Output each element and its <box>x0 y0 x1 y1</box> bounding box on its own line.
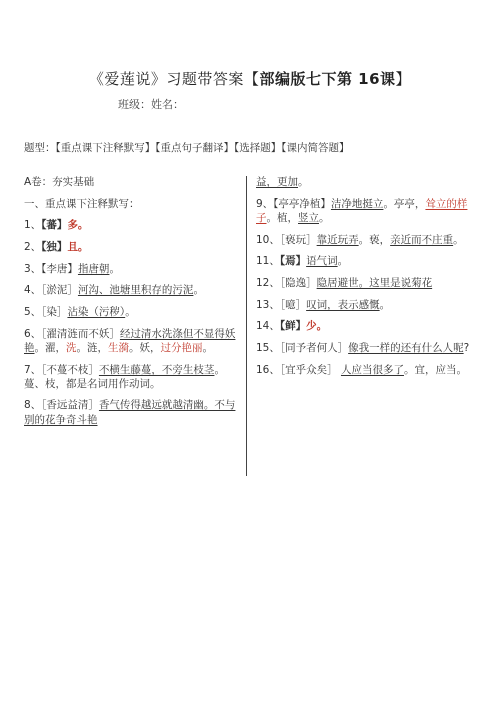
item-8-term: ［香远益清］ <box>41 399 99 412</box>
item-7-term: ［不蔓不枝］ <box>41 363 99 376</box>
left-column <box>24 175 242 434</box>
item-10-answer-2: 亲近而不庄重 <box>390 233 454 246</box>
item-12: 12、［隐逸］隐居避世。这里是说菊花 <box>256 276 433 289</box>
class-name-line: 班级：姓名： <box>118 98 184 111</box>
item-12-term: ［隐逸］ <box>279 276 317 289</box>
item-3-term: 【李唐】 <box>41 262 78 275</box>
item-16-term: ［宜乎众矣］ <box>279 363 338 376</box>
question-types: 题型：【重点课下注释默写】【重点句子翻译】【选择题】【课内简答题】 <box>24 142 350 154</box>
item-6-term: ［濯清涟而不妖］ <box>41 327 120 340</box>
item-11: 11、【焉】语气词。 <box>256 255 349 268</box>
item-12-answer: 隐居避世。这里是说菊花 <box>316 276 433 289</box>
item-10-term: ［亵玩］ <box>279 233 317 246</box>
item-6-gloss-3: 过分艳丽 <box>160 341 203 354</box>
item-9-term: 【亭亭净植】 <box>273 197 331 210</box>
item-8-answer: 香气传得越远就越清幽。不与别的花争奇斗艳 <box>24 399 236 426</box>
item-4: 4、［淤泥］河沟、池塘里积存的污泥。 <box>24 284 204 297</box>
item-9-gloss: 耸立的样子 <box>256 197 468 224</box>
column-divider <box>246 176 247 476</box>
item-15: 15、［同予者何人］像我一样的还有什么人呢? <box>256 341 470 354</box>
item-8: 8、［香远益清］香气传得越远就越清幽。不与别的花争奇斗艳 <box>24 399 236 426</box>
item-10: 10、［亵玩］靠近玩弄。亵，亲近而不庄重。 <box>256 233 464 246</box>
item-1-answer: 多。 <box>67 219 89 232</box>
item-6-answer: 经过清水洗涤但不显得妖艳 <box>24 327 236 354</box>
item-5-answer: 沾染（污秽） <box>67 306 126 319</box>
item-3-answer: 指唐朝 <box>77 262 110 275</box>
item-15-term: ［同予者何人］ <box>279 341 349 354</box>
lesson-label: 部编版七下第 16课 <box>259 70 396 88</box>
right-column <box>256 175 488 384</box>
item-13-term: ［噫］ <box>279 298 307 311</box>
section-1-heading: 一、重点课下注释默写： <box>24 197 140 210</box>
section-a-heading: A卷：夯实基础 <box>24 176 95 188</box>
item-14-term: 【鲜】 <box>279 320 307 333</box>
item-11-answer: 语气词 <box>306 255 338 268</box>
item-9-answer-2: 竖立 <box>298 211 319 224</box>
item-1: 1、【蕃】多。 <box>24 219 89 232</box>
item-13-answer: 叹词，表示感慨 <box>306 298 380 311</box>
item-2-answer: 且。 <box>67 241 89 254</box>
item-6-gloss-2: 生漪 <box>108 341 129 354</box>
item-8-cont-answer: 益，更加 <box>256 176 298 188</box>
item-15-answer: 像我一样的还有什么人呢 <box>348 341 464 354</box>
page-title: 《爱莲说》习题带答案【部编版七下第 16课】 <box>88 70 412 88</box>
item-16: 16、［宜乎众矣］ 人应当很多了。宜，应当。 <box>256 363 467 376</box>
item-16-answer: 人应当很多了 <box>340 363 404 376</box>
item-10-answer-1: 靠近玩弄 <box>316 233 359 246</box>
item-8-continuation: 益，更加。 <box>256 176 309 188</box>
item-13: 13、［噫］叹词，表示感慨。 <box>256 298 391 311</box>
item-5: 5、［染］沾染（污秽）。 <box>24 306 136 319</box>
item-4-answer: 河沟、池塘里积存的污泥 <box>77 284 194 297</box>
item-4-term: ［淤泥］ <box>41 284 78 297</box>
item-5-term: ［染］ <box>41 306 68 319</box>
item-6: 6、［濯清涟而不妖］经过清水洗涤但不显得妖艳。濯，洗。涟，生漪。妖，过分艳丽。 <box>24 327 236 354</box>
item-2-term: 【独】 <box>41 241 68 254</box>
item-7-answer: 不横生藤蔓，不旁生枝茎 <box>98 363 215 376</box>
item-1-term: 【蕃】 <box>41 219 68 232</box>
item-14-answer: 少。 <box>306 320 328 333</box>
item-9-answer-1: 洁净地挺立 <box>330 197 384 210</box>
item-11-term: 【焉】 <box>279 255 307 268</box>
item-9: 9、【亭亭净植】洁净地挺立。亭亭，耸立的样子。植，竖立。 <box>256 197 468 224</box>
item-7: 7、［不蔓不枝］不横生藤蔓，不旁生枝茎。蔓、枝，都是名词用作动词。 <box>24 363 225 390</box>
item-2: 2、【独】且。 <box>24 241 89 254</box>
item-14: 14、【鲜】少。 <box>256 320 328 333</box>
item-3: 3、【李唐】指唐朝。 <box>24 262 120 275</box>
item-6-gloss-1: 洗 <box>66 341 77 354</box>
